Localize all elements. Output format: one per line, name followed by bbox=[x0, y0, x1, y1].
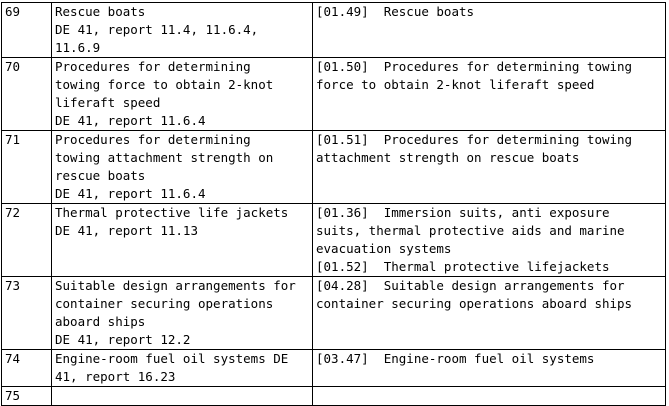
item-cell bbox=[52, 3, 313, 58]
reference-line: evacuation systems bbox=[316, 241, 452, 256]
item-line: DE 41, report 11.6.4 bbox=[55, 113, 206, 128]
reference-cell bbox=[313, 387, 666, 406]
row-number: 71 bbox=[2, 131, 52, 204]
item-cell bbox=[52, 387, 313, 406]
item-cell bbox=[52, 131, 313, 204]
item-line: rescue boats bbox=[55, 168, 146, 183]
item-line: Rescue boats bbox=[55, 4, 146, 19]
row-number: 72 bbox=[2, 204, 52, 277]
reference-cell bbox=[313, 3, 666, 58]
row-number: 75 bbox=[2, 387, 52, 406]
item-cell bbox=[52, 277, 313, 350]
table-row bbox=[2, 58, 666, 131]
item-cell bbox=[52, 58, 313, 131]
item-line: 11.6.9 bbox=[55, 40, 101, 55]
row-number: 73 bbox=[2, 277, 52, 350]
reference-line: [04.28] Suitable design arrangements for bbox=[316, 278, 625, 293]
reference-cell bbox=[313, 58, 666, 131]
item-line: Suitable design arrangements for bbox=[55, 278, 296, 293]
table-row bbox=[2, 277, 666, 350]
reference-line: attachment strength on rescue boats bbox=[316, 150, 580, 165]
item-line: liferaft speed bbox=[55, 95, 161, 110]
reference-line: force to obtain 2-knot liferaft speed bbox=[316, 77, 595, 92]
table-row bbox=[2, 131, 666, 204]
reference-line: [01.49] Rescue boats bbox=[316, 4, 475, 19]
item-line: DE 41, report 11.6.4 bbox=[55, 186, 206, 201]
item-line: aboard ships bbox=[55, 314, 146, 329]
item-line: Engine-room fuel oil systems DE bbox=[55, 351, 289, 366]
item-line: towing force to obtain 2-knot bbox=[55, 77, 274, 92]
reference-cell bbox=[313, 277, 666, 350]
item-line: Procedures for determining bbox=[55, 59, 251, 74]
agenda-table bbox=[1, 2, 666, 406]
reference-line: [03.47] Engine-room fuel oil systems bbox=[316, 351, 595, 366]
table-row bbox=[2, 204, 666, 277]
item-line: DE 41, report 11.4, 11.6.4, bbox=[55, 22, 259, 37]
reference-cell bbox=[313, 204, 666, 277]
agenda-table-body bbox=[2, 3, 666, 406]
reference-line: [01.36] Immersion suits, anti exposure bbox=[316, 205, 610, 220]
item-cell bbox=[52, 204, 313, 277]
item-line: towing attachment strength on bbox=[55, 150, 274, 165]
item-cell bbox=[52, 350, 313, 387]
reference-line: suits, thermal protective aids and marine bbox=[316, 223, 625, 238]
table-row bbox=[2, 3, 666, 58]
table-row bbox=[2, 387, 666, 406]
item-line: 41, report 16.23 bbox=[55, 369, 176, 384]
reference-line: [01.50] Procedures for determining towing bbox=[316, 59, 633, 74]
item-line: container securing operations bbox=[55, 296, 274, 311]
reference-line: [01.51] Procedures for determining towing bbox=[316, 132, 633, 147]
item-line: Procedures for determining bbox=[55, 132, 251, 147]
item-line: Thermal protective life jackets bbox=[55, 205, 289, 220]
row-number: 74 bbox=[2, 350, 52, 387]
reference-line: [01.52] Thermal protective lifejackets bbox=[316, 259, 610, 274]
row-number: 70 bbox=[2, 58, 52, 131]
table-row bbox=[2, 350, 666, 387]
reference-cell bbox=[313, 131, 666, 204]
item-line: DE 41, report 12.2 bbox=[55, 332, 191, 347]
row-number: 69 bbox=[2, 3, 52, 58]
reference-cell bbox=[313, 350, 666, 387]
reference-line: container securing operations aboard ships bbox=[316, 296, 633, 311]
item-line: DE 41, report 11.13 bbox=[55, 223, 198, 238]
